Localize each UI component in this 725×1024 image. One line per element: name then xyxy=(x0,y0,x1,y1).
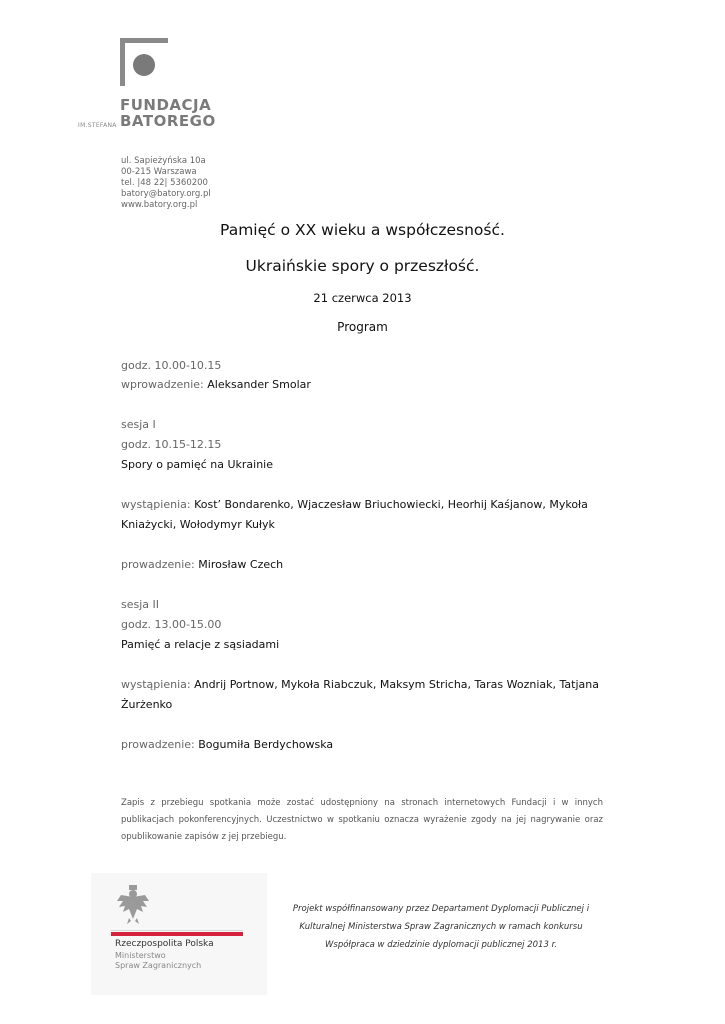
address-email[interactable]: batory@batory.org.pl xyxy=(121,189,211,199)
session2-mod-name: Bogumiła Berdychowska xyxy=(198,738,334,751)
session1-mod-label: prowadzenie: xyxy=(121,558,199,571)
logo-mark-icon xyxy=(120,38,168,86)
ministry-name xyxy=(115,951,201,971)
address-block xyxy=(121,156,211,211)
session1-label-text: sesja I xyxy=(121,418,156,431)
title-line1: Pamięć o XX wieku a współczesność. xyxy=(220,221,505,239)
address-street: ul. Sapieżyńska 10a xyxy=(121,156,206,166)
session1-title-text: Spory o pamięć na Ukrainie xyxy=(121,458,274,471)
address-city: 00-215 Warszawa xyxy=(121,167,197,177)
flag-red-stripe xyxy=(111,932,243,936)
intro-time xyxy=(121,356,611,376)
session1-label xyxy=(121,415,611,435)
session2-mod-label: prowadzenie: xyxy=(121,738,199,751)
intro-label: wprowadzenie: xyxy=(121,378,208,391)
project-funding-note xyxy=(285,900,597,954)
session2-speakers-label: wystąpienia: xyxy=(121,678,195,691)
session1-moderator xyxy=(121,555,611,575)
recording-notice: Zapis z przebiegu spotkania może zostać udostępniony na stronach internetowych Fundacji i w innych publikacjach pokonferencyjnych. Uczestnictwo w spotkaniu oznacza wyrażenie zgody na jej nagrywanie oraz opublikowanie zapisów z jej przebiegu. xyxy=(121,798,603,842)
session2-speakers-row2 xyxy=(121,695,611,715)
session1-speakers-row2 xyxy=(121,515,611,535)
ministry-line1: Rzeczpospolita Polska xyxy=(115,939,214,949)
session1-time xyxy=(121,435,611,455)
session2-label xyxy=(121,595,611,615)
polish-eagle-icon xyxy=(115,885,151,925)
intro-time-text: godz. 10.00-10.15 xyxy=(121,359,222,372)
intro-name: Aleksander Smolar xyxy=(207,378,311,391)
session2-label-text: sesja II xyxy=(121,598,160,611)
session1-mod-name: Mirosław Czech xyxy=(198,558,284,571)
session2-speakers-b: Żurżenko xyxy=(121,698,173,711)
ministry-line2: Ministerstwo xyxy=(115,951,166,960)
logo-line1: FUNDACJA xyxy=(120,96,212,114)
session1-title xyxy=(121,455,611,475)
session1-speakers-a: Kost’ Bondarenko, Wjaczesław Briuchowiecki, Heorhij Kaśjanow, Mykoła xyxy=(194,498,588,511)
session2-time-text: godz. 13.00-15.00 xyxy=(121,618,222,631)
session2-speakers-a: Andrij Portnow, Mykoła Riabczuk, Maksym Stricha, Taras Wozniak, Tatjana xyxy=(194,678,599,691)
logo-line2: BATOREGO xyxy=(120,112,216,130)
ministry-line3: Spraw Zagranicznych xyxy=(115,961,202,970)
session2-title-text: Pamięć a relacje z sąsiadami xyxy=(121,638,280,651)
session2-time xyxy=(121,615,611,635)
logo-small-text: IM.STEFANA xyxy=(78,122,117,129)
intro-row xyxy=(121,375,611,395)
event-date: 21 czerwca 2013 xyxy=(313,291,412,305)
session2-speakers-row1 xyxy=(121,675,611,695)
session1-speakers-row1 xyxy=(121,495,611,515)
flag-white-stripe xyxy=(111,930,243,931)
session2-title xyxy=(121,635,611,655)
session1-speakers-label: wystąpienia: xyxy=(121,498,195,511)
session1-time-text: godz. 10.15-12.15 xyxy=(121,438,222,451)
ministry-logo xyxy=(91,873,267,995)
session2-moderator xyxy=(121,735,611,755)
fundacja-batorego-logo xyxy=(78,38,216,130)
project-line1: Projekt współfinansowany przez Departament Dyplomacji Publicznej i xyxy=(292,904,590,914)
address-website[interactable]: www.batory.org.pl xyxy=(121,200,198,210)
project-line2: Kulturalnej Ministerstwa Spraw Zagranicznych w ramach konkursu xyxy=(299,922,583,932)
address-phone: tel. |48 22| 5360200 xyxy=(121,178,208,188)
title-line2: Ukraińskie spory o przeszłość. xyxy=(245,257,480,275)
session1-speakers-b: Kniażycki, Wołodymyr Kułyk xyxy=(121,518,275,531)
program-heading: Program xyxy=(337,320,388,334)
project-line3: Współpraca w dziedzinie dyplomacji publicznej 2013 r. xyxy=(325,940,557,950)
